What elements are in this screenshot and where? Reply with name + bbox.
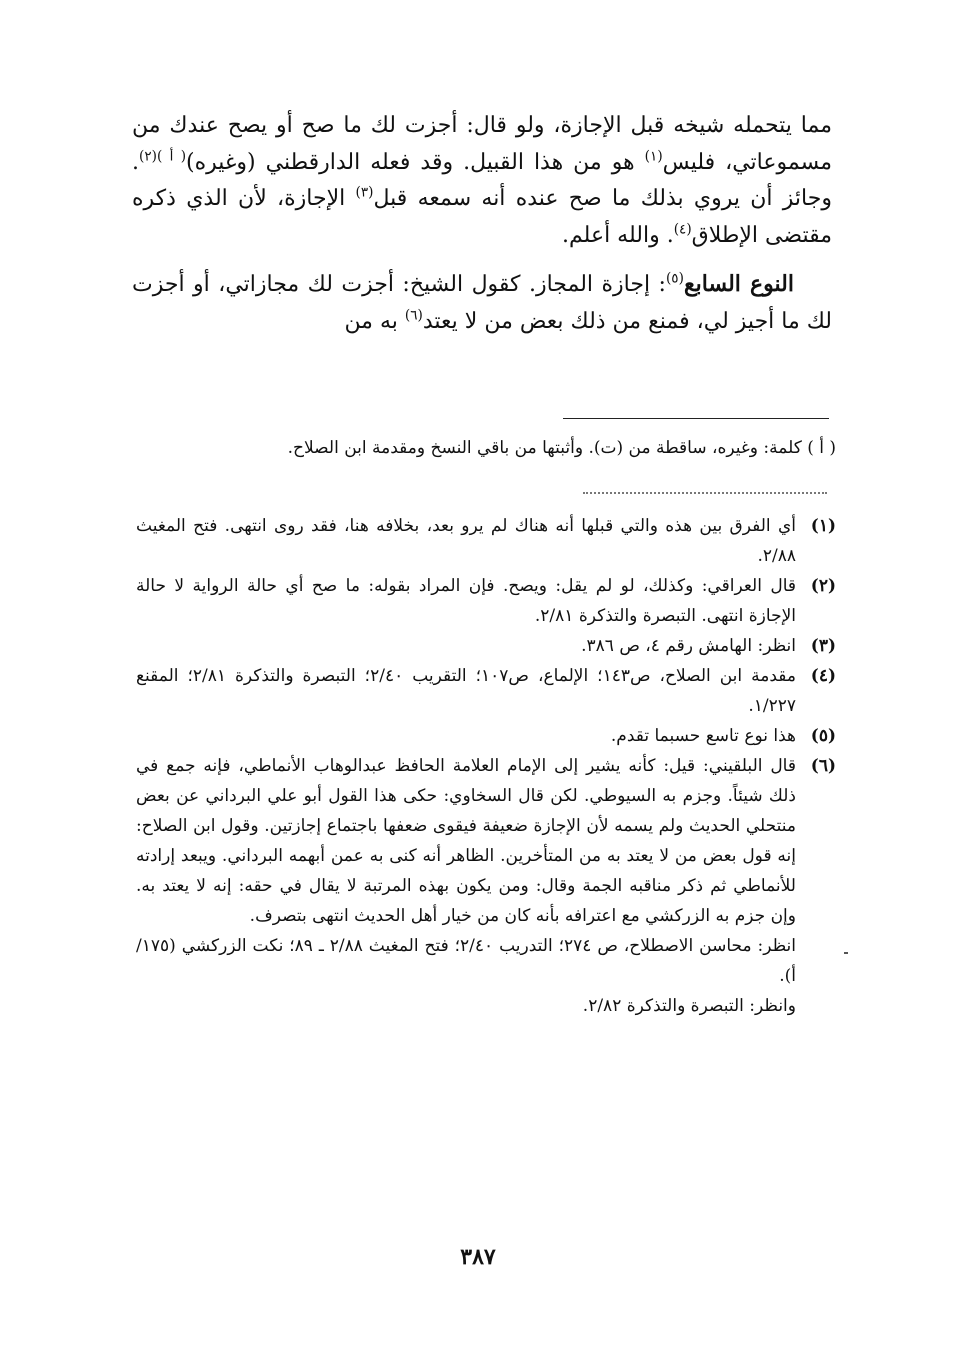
main-paragraph-1	[132, 108, 832, 254]
footnote-separator	[563, 418, 829, 419]
text-run: به من	[344, 308, 405, 334]
footnote-3	[136, 631, 836, 661]
footnote-marker-1: (١)	[644, 148, 663, 165]
page-number: ٣٨٧	[460, 1244, 496, 1270]
footnote-number: (٦)	[810, 756, 836, 776]
section-heading: النوع السابع	[683, 271, 794, 297]
footnote-text: أي الفرق بين هذه والتي قبلها أنه هناك لم يرو بعد، بخلافه هنا، فقد روى انتهى. فتح المغيث ٢/٨٨.	[136, 516, 796, 566]
text-run: . وجائز أن يروي بذلك ما صح عنده أنه سمعه قبل	[132, 149, 832, 211]
footnote-marker-alpha-2: ( أ )(٢)	[139, 148, 187, 165]
footnote-text: قال العراقي: وكذلك، لو لم يقل: ويصح. فإن المراد بقوله: ما صح أي حالة الرواية لا حالة الإجازة انتهى. التبصرة والتذكرة ٢/٨١.	[136, 576, 796, 626]
footnote-number: (٣)	[810, 636, 836, 656]
footnote-marker-4: (٤)	[673, 221, 692, 238]
footnote-4	[136, 661, 836, 721]
dotted-separator	[583, 492, 827, 494]
footnote-marker-3: (٣)	[355, 184, 374, 201]
footnote-2	[136, 571, 836, 631]
footnote-number: (٥)	[810, 726, 836, 746]
footnote-6-see-also: وانظر: التبصرة والتذكرة ٢/٨٢.	[582, 996, 796, 1016]
main-text	[132, 108, 832, 340]
text-run: : إجازة المجاز. كقول الشيخ: أجزت لك مجازاتي، أو أجزت لك ما أجيز لي، فمنع من ذلك بعض من لا يعتد	[132, 272, 832, 334]
footnote-text: انظر: الهامش رقم ٤، ص ٣٨٦.	[581, 636, 796, 656]
footnote-5	[136, 721, 836, 751]
footnote-marker-6: (٦)	[404, 307, 423, 324]
footnote-1	[136, 511, 836, 571]
footnote-text: هذا نوع تاسع حسبما تقدم.	[610, 726, 796, 746]
footnote-text: قال البلقيني: قيل: كأنه يشير إلى الإمام العلامة الحافظ عبدالوهاب الأنماطي، فإنه جمع في ذلك شيئاً. وجزم به السيوطي. لكن قال السخاوي: حكى هذا القول أبو علي البرداني عن بعض منتحلي الحديث ولم يسمه لأن الإجازة ضعيفة فيقوى ضعفها باجتماع إجازتين. وقول ابن الصلاح: إنه قول بعض من لا يعتد به من المتأخرين. الظاهر أنه كنى به عمن أبهمه البرداني. ويبعد إرادته للأنماطي ثم ذكر مناقبه الجمة وقال: ومن يكون بهذه المرتبة لا يقال في حقه: إنه لا يعتد به. وإن جزم به الزركشي مع اعترافه بأنه كان من خيار أهل الحديث انتهى بتصرف.	[136, 756, 796, 926]
footnote-alpha: ( أ ) كلمة: وغيره، ساقطة من (ت). وأثبتها من باقي النسخ ومقدمة ابن الصلاح.	[287, 438, 836, 458]
footnote-list	[136, 511, 836, 1021]
footnote-6	[136, 751, 836, 931]
footnote-marker-5: (٥)	[665, 270, 684, 287]
text-run: هو من هذا القبيل. وقد فعله الدارقطني (وغيره)	[186, 149, 645, 175]
print-speck	[844, 952, 848, 954]
main-paragraph-2	[132, 266, 832, 340]
text-run: الإجازة، لأن الذي ذكره مقتضى الإطلاق	[132, 186, 832, 248]
footnote-text: مقدمة ابن الصلاح، ص١٤٣؛ الإلماع، ص١٠٧؛ التقريب ٢/٤٠؛ التبصرة والتذكرة ٢/٨١؛ المقنع ١/٢٢٧.	[136, 666, 796, 716]
text-run: مما يتحمله شيخه قبل الإجازة، ولو قال: أجزت لك ما صح أو يصح عندك من مسموعاتي، فليس	[132, 113, 832, 175]
text-run: . والله أعلم.	[562, 222, 674, 248]
footnote-6-references: انظر: محاسن الاصطلاح، ص ٢٧٤؛ التدريب ٢/٤٠؛ فتح المغيث ٢/٨٨ ـ ٨٩؛ نكت الزركشي (١٧٥/أ).	[136, 936, 797, 986]
footnote-number: (٤)	[810, 666, 836, 686]
footnote-number: (٢)	[810, 576, 836, 596]
footnote-number: (١)	[810, 516, 836, 536]
